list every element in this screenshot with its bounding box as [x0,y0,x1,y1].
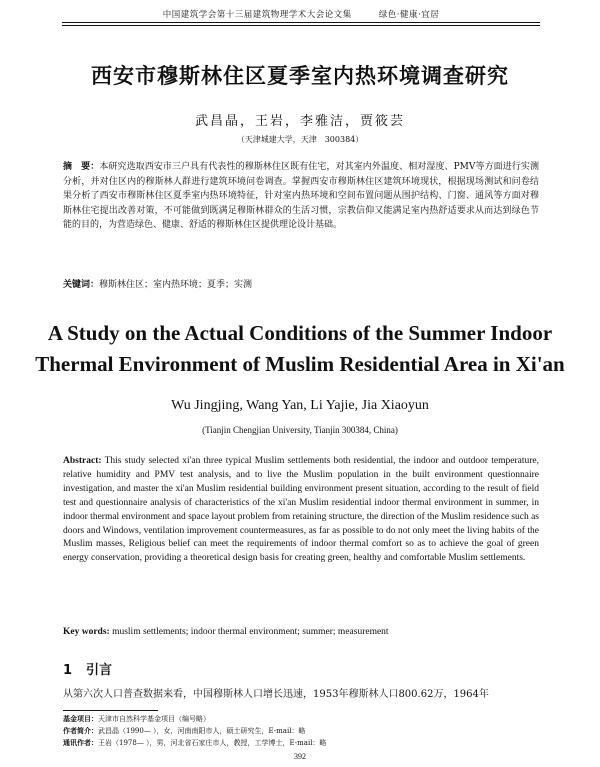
english-abstract-label: Abstract: [63,456,102,466]
section-body-text: 从第六次人口普查数据来看，中国穆斯林人口增长迅速，1953年穆斯林人口800.62万，1964年 [63,689,489,700]
english-title-line-1: A Study on the Actual Conditions of the Summer Indoor [47,321,553,345]
english-authors: Wu Jingjing, Wang Yan, Li Yajie, Jia Xiaoyun [171,398,429,413]
footnote-fund-label: 基金项目： [63,714,98,723]
chinese-abstract-text: 本研究选取西安市三户具有代表性的穆斯林住区既有住宅，对其室内外温度、相对湿度、PMV等方面进行实测分析，并对住区内的穆斯林人群进行建筑环境问卷调查。掌握西安市穆斯林住区建筑环境现状，根据现场测试和问卷结果分析了西安市穆斯林住区夏季室内热环境特征，针对室内热环境和空间布置问题从围护结构、门窗、通风等方面对穆斯林住宅提出改善对策，不可能做到既满足穆斯林群众的生活习惯，宗教信仰又能满足室内热舒适要求从而达到绿色节能的目的，为营造绿色、健康、舒适的穆斯林住区提供理论设计基础。 [63,162,539,231]
english-abstract [63,455,539,566]
section-title: 引言 [86,663,113,678]
chinese-title: 西安市穆斯林住区夏季室内热环境调查研究 [91,64,509,88]
english-keywords-text: muslim settlements; indoor thermal environment; summer; measurement [112,627,389,637]
footnote-author-label: 作者简介： [63,726,98,735]
footnote-fund-text: 天津市自然科学基金项目（编号略） [98,715,210,723]
chinese-authors: 武昌晶，王岩，李雅洁，贾筱芸 [194,114,405,129]
english-abstract-text: This study selected xi'an three typical Muslim settlements both residential, the indoor and outdoor temperature, relative humidity and PMV test analysis, and to live the Muslim population in the built environment questionnaire investigation, and master the xi'an Muslim residential building environment present situation, according to the result of field test and questionnaire analysis of characteristics of the xi'an Muslim residential indoor thermal environment in summer, in indoor thermal environment and space layout problem from retaining structure, the direction of the Muslim residence such as doors and Windows, ventilation improvement countermeasures, as far as possible to do not only meet the living habits of the Muslim masses, Religious belief can meet the requirements of indoor thermal comfort so as to achieve the goal of green energy conservation, providing a theoretical design basis for creating green, healthy and comfortable Muslim settlements. [63,456,539,564]
header-rule-thick [62,22,540,23]
chinese-keywords-text: 穆斯林住区；室内热环境；夏季；实测 [99,280,253,290]
chinese-keywords-label: 关键词： [63,280,100,290]
section-number: 1 [63,663,73,678]
footnote-contact-text: 王岩（1978— ），男，河北省石家庄市人，教授，工学博士，E-mail：略 [98,739,327,747]
footnote-fund [63,713,539,725]
english-keywords [63,625,539,639]
english-keywords-label: Key words: [63,627,110,637]
footnote-contact [63,737,539,749]
page-number: 392 [294,752,306,761]
english-affiliation: (Tianjin Chengjian University, Tianjin 300384, China) [202,425,398,435]
footnote-contact-label: 通讯作者： [63,738,98,747]
chinese-affiliation: （天津城建大学，天津 300384） [236,135,364,144]
english-title-line-2: Thermal Environment of Muslim Residential Area in Xi'an [35,352,565,376]
footnotes [63,713,539,749]
footnote-author [63,725,539,737]
chinese-abstract [63,160,539,233]
header-rule-thin [62,25,540,26]
section-heading [63,659,112,678]
english-title [0,318,600,380]
footnote-author-text: 武昌晶（1990— ），女，河南南阳市人，硕士研究生，E-mail：略 [98,727,306,735]
footnote-rule [63,710,158,711]
chinese-keywords [63,278,539,292]
running-header: 中国建筑学会第十三届建筑物理学术大会论文集 绿色·健康·宜居 [162,10,440,20]
chinese-abstract-label: 摘 要： [63,162,100,172]
